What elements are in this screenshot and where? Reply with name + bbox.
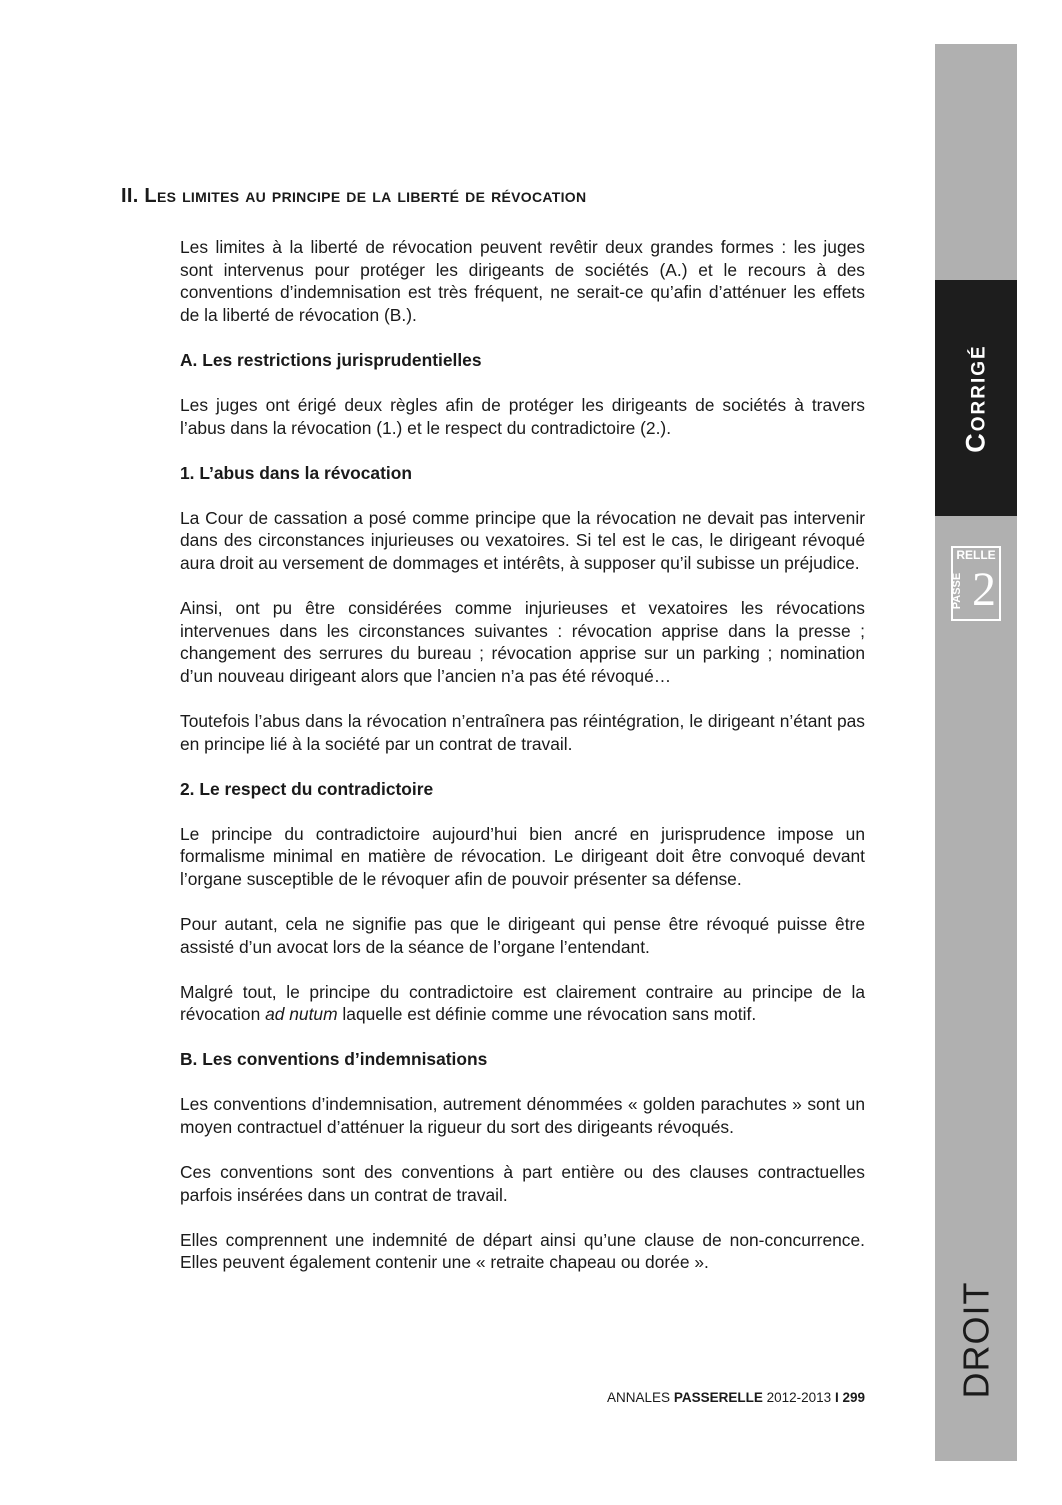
logo-word-top: RELLE xyxy=(956,548,996,562)
logo-word-side: PASSE xyxy=(951,572,964,610)
subject-label: DROIT xyxy=(955,1281,996,1399)
paragraph-2a: Le principe du contradictoire aujourd’hui bien ancré en jurisprudence impose un formalisme minimal en matière de révocation. Le dirigeant doit être convoqué devant l’organe susceptible de le révoquer afin de pouvoir présenter sa défense. xyxy=(180,823,865,889)
paragraph-a: Les juges ont érigé deux règles afin de protéger les dirigeants de sociétés à travers l’abus dans la révocation (1.) et le respect du contradictoire (2.). xyxy=(180,394,865,438)
paragraph-1c: Toutefois l’abus dans la révocation n’entraînera pas réintégration, le dirigeant n’étant pas en principe lié à la société par un contrat de travail. xyxy=(180,710,865,754)
paragraph-b3: Elles comprennent une indemnité de départ ainsi qu’une clause de non-concurrence. Elles peuvent également contenir une « retraite chapeau ou dorée ». xyxy=(180,1229,865,1273)
heading-2: 2. Le respect du contradictoire xyxy=(180,778,434,799)
body-text xyxy=(180,236,865,1297)
page-footer xyxy=(607,1390,865,1405)
logo-digit: 2 xyxy=(972,563,996,616)
paragraph-b2: Ces conventions sont des conventions à part entière ou des clauses contractuelles parfois insérées dans un contrat de travail. xyxy=(180,1162,865,1205)
paragraph-2b: Pour autant, cela ne signifie pas que le dirigeant qui pense être révoqué puisse être assisté d’un avocat lors de la séance de l’organe l’entendant. xyxy=(180,913,865,957)
paragraph-2c-end: laquelle est définie comme une révocation sans motif. xyxy=(337,1004,757,1025)
heading-a: A. Les restrictions jurisprudentielles xyxy=(180,349,482,370)
latin-term: ad nutum xyxy=(265,1004,338,1025)
corrige-label: Corrigé xyxy=(960,343,991,453)
footer-separator: I xyxy=(834,1390,839,1405)
subject-tab xyxy=(935,1280,1017,1400)
paragraph-2c-start: Malgré tout, le principe du contradictoire est clairement contraire au principe de la révocation xyxy=(180,981,865,1025)
paragraph-intro: Les limites à la liberté de révocation peuvent revêtir deux grandes formes : les juges sont intervenus pour protéger les dirigeants de sociétés (A.) et le recours à des conventions d’indemnisation est très fréquent, ne serait-ce qu’afin d’atténuer les effets de la liberté de révocation (B.). xyxy=(180,237,865,325)
footer-prefix: ANNALES xyxy=(607,1390,671,1405)
footer-years: 2012-2013 xyxy=(766,1390,832,1405)
heading-b: B. Les conventions d’indemnisations xyxy=(180,1049,488,1070)
paragraph-2c xyxy=(180,981,865,1026)
paragraph-1b: Ainsi, ont pu être considérées comme injurieuses et vexatoires les révocations intervenues dans les circonstances suivantes : révocation apprise dans la presse ; changement des serrures du bureau ; révocation apprise sur un parking ; nomination d’un nouveau dirigeant alors que l’ancien n’a pas été révoqué… xyxy=(180,598,865,686)
paragraph-b1: Les conventions d’indemnisation, autrement dénommées « golden parachutes » sont un moyen contractuel d’atténuer la rigueur du sort des dirigeants révoqués. xyxy=(180,1094,865,1138)
corrige-tab xyxy=(935,280,1017,516)
passerelle-logo xyxy=(951,546,1001,621)
footer-brand: PASSERELLE xyxy=(673,1390,763,1405)
heading-1: 1. L’abus dans la révocation xyxy=(180,462,412,483)
paragraph-1a: La Cour de cassation a posé comme principe que la révocation ne devait pas intervenir dans des circonstances injurieuses ou vexatoires. Si tel est le cas, le dirigeant révoqué aura droit au versement de dommages et intérêts, à supposer qu’il subisse un préjudice. xyxy=(180,507,865,573)
page-number: 299 xyxy=(842,1390,865,1405)
section-title: II. Les limites au principe de la liberté de révocation xyxy=(121,185,587,207)
side-band xyxy=(935,44,1017,1461)
